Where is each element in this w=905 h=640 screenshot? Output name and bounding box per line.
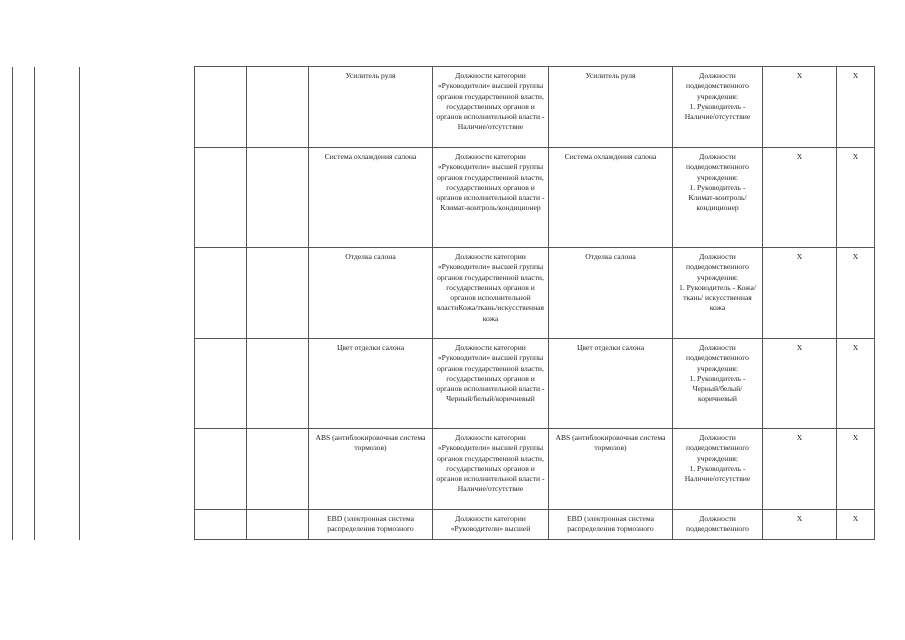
cell-text: Х: [852, 514, 859, 523]
cell-text: Х: [852, 252, 859, 261]
mark-cell: [837, 148, 875, 248]
mark-cell: [763, 248, 837, 339]
cell-text: Система охлаждения салона: [564, 152, 657, 161]
mark-cell: [763, 148, 837, 248]
empty-cell: [247, 248, 309, 339]
characteristic-cell: [309, 510, 433, 540]
characteristic-duplicate-cell: [549, 429, 673, 510]
mark-cell: [763, 67, 837, 148]
cell-text: Система охлаждения салона: [324, 152, 417, 161]
subordinate-positions-cell: [673, 510, 763, 540]
empty-cell: [247, 339, 309, 429]
table-row: [13, 510, 875, 540]
characteristic-cell: [309, 339, 433, 429]
cell-text: Должности категории «Руководители» высшей группы органов государственной власти, государственных органов и органов исполнительной власти - Черный/белый/коричневый: [436, 343, 545, 404]
blank-cell: [35, 67, 80, 148]
cell-text: Должности категории «Руководители» высшей группы органов государственной власти, государственных органов и органов исполнительной власти - Наличие/отсутствие: [436, 433, 545, 494]
blank-cell: [13, 429, 35, 510]
characteristic-duplicate-cell: [549, 248, 673, 339]
empty-cell: [247, 148, 309, 248]
position-category-cell: [433, 148, 549, 248]
blank-cell: [13, 248, 35, 339]
mark-cell: [763, 510, 837, 540]
empty-cell: [195, 248, 247, 339]
mark-cell: [837, 429, 875, 510]
subordinate-positions-cell: [673, 429, 763, 510]
cell-text: Должности категории «Руководители» высшей группы органов государственной власти, государственных органов и органов исполнительной властиКожа/ткань/искусственная кожа: [436, 252, 545, 323]
blank-cell: [35, 339, 80, 429]
blank-cell: [35, 148, 80, 248]
cell-text: Цвет отделки салона: [336, 343, 405, 352]
blank-cell: [35, 510, 80, 540]
blank-cell: [80, 339, 195, 429]
blank-cell: [13, 67, 35, 148]
table-body: [13, 67, 875, 540]
cell-text: Усилитель руля: [585, 71, 636, 80]
cell-text: Должности подведомственного учреждения: 1. Руководитель - Наличие/отсутствие: [684, 433, 751, 484]
empty-cell: [247, 67, 309, 148]
characteristic-duplicate-cell: [549, 148, 673, 248]
blank-cell: [35, 248, 80, 339]
empty-cell: [247, 429, 309, 510]
requirements-table: [12, 66, 875, 540]
blank-cell: [13, 148, 35, 248]
mark-cell: [837, 248, 875, 339]
subordinate-positions-cell: [673, 248, 763, 339]
characteristic-cell: [309, 67, 433, 148]
blank-cell: [35, 429, 80, 510]
empty-cell: [195, 339, 247, 429]
cell-text: Х: [796, 252, 803, 261]
position-category-cell: [433, 510, 549, 540]
table-row: [13, 148, 875, 248]
blank-cell: [80, 510, 195, 540]
cell-text: Должности категории «Руководители» высшей группы органов государственной власти, государственных органов и органов исполнительной власти - Климат-контроль/кондиционер: [436, 152, 545, 213]
position-category-cell: [433, 339, 549, 429]
blank-cell: [13, 510, 35, 540]
cell-text: EBD (электронная система распределения тормозного: [567, 514, 654, 534]
cell-text: Должности подведомственного учреждения: 1. Руководитель - Наличие/отсутствие: [684, 71, 751, 122]
cell-text: ABS (антиблокировочная система тормозов): [315, 433, 426, 453]
position-category-cell: [433, 248, 549, 339]
characteristic-cell: [309, 248, 433, 339]
characteristic-cell: [309, 148, 433, 248]
cell-text: Должности категории «Руководители» высшей: [450, 514, 531, 534]
cell-text: Должности подведомственного учреждения: 1. Руководитель - Климат-контроль/кондиционер: [686, 152, 749, 213]
cell-text: Отделка салона: [345, 252, 396, 261]
mark-cell: [837, 510, 875, 540]
characteristic-cell: [309, 429, 433, 510]
cell-text: Х: [796, 514, 803, 523]
cell-text: Должности подведомственного учреждения: 1. Руководитель - Кожа/ткань/ искусственная кожа: [678, 252, 757, 313]
mark-cell: [837, 339, 875, 429]
blank-cell: [80, 248, 195, 339]
subordinate-positions-cell: [673, 148, 763, 248]
subordinate-positions-cell: [673, 339, 763, 429]
blank-cell: [13, 339, 35, 429]
subordinate-positions-cell: [673, 67, 763, 148]
cell-text: Х: [796, 71, 803, 80]
characteristic-duplicate-cell: [549, 510, 673, 540]
characteristic-duplicate-cell: [549, 339, 673, 429]
blank-cell: [80, 429, 195, 510]
position-category-cell: [433, 67, 549, 148]
table-row: [13, 339, 875, 429]
cell-text: Должности категории «Руководители» высшей группы органов государственной власти, государственных органов и органов исполнительной власти - Наличие/отсутствие: [436, 71, 545, 132]
cell-text: Цвет отделки салона: [576, 343, 645, 352]
cell-text: Х: [852, 433, 859, 442]
table-row: [13, 67, 875, 148]
cell-text: Х: [796, 152, 803, 161]
cell-text: Отделка салона: [585, 252, 636, 261]
mark-cell: [763, 429, 837, 510]
cell-text: ABS (антиблокировочная система тормозов): [555, 433, 666, 453]
blank-cell: [80, 67, 195, 148]
mark-cell: [837, 67, 875, 148]
cell-text: Х: [852, 71, 859, 80]
empty-cell: [195, 148, 247, 248]
cell-text: Х: [796, 433, 803, 442]
empty-cell: [195, 67, 247, 148]
cell-text: Х: [796, 343, 803, 352]
table-row: [13, 429, 875, 510]
empty-cell: [195, 510, 247, 540]
cell-text: Должности подведомственного: [686, 514, 749, 534]
table-row: [13, 248, 875, 339]
position-category-cell: [433, 429, 549, 510]
cell-text: Усилитель руля: [345, 71, 396, 80]
characteristic-duplicate-cell: [549, 67, 673, 148]
blank-cell: [80, 148, 195, 248]
cell-text: Х: [852, 152, 859, 161]
cell-text: Х: [852, 343, 859, 352]
cell-text: EBD (электронная система распределения тормозного: [327, 514, 414, 534]
empty-cell: [195, 429, 247, 510]
cell-text: Должности подведомственного учреждения: 1. Руководитель - Черный/белый/ коричневый: [686, 343, 749, 404]
empty-cell: [247, 510, 309, 540]
mark-cell: [763, 339, 837, 429]
